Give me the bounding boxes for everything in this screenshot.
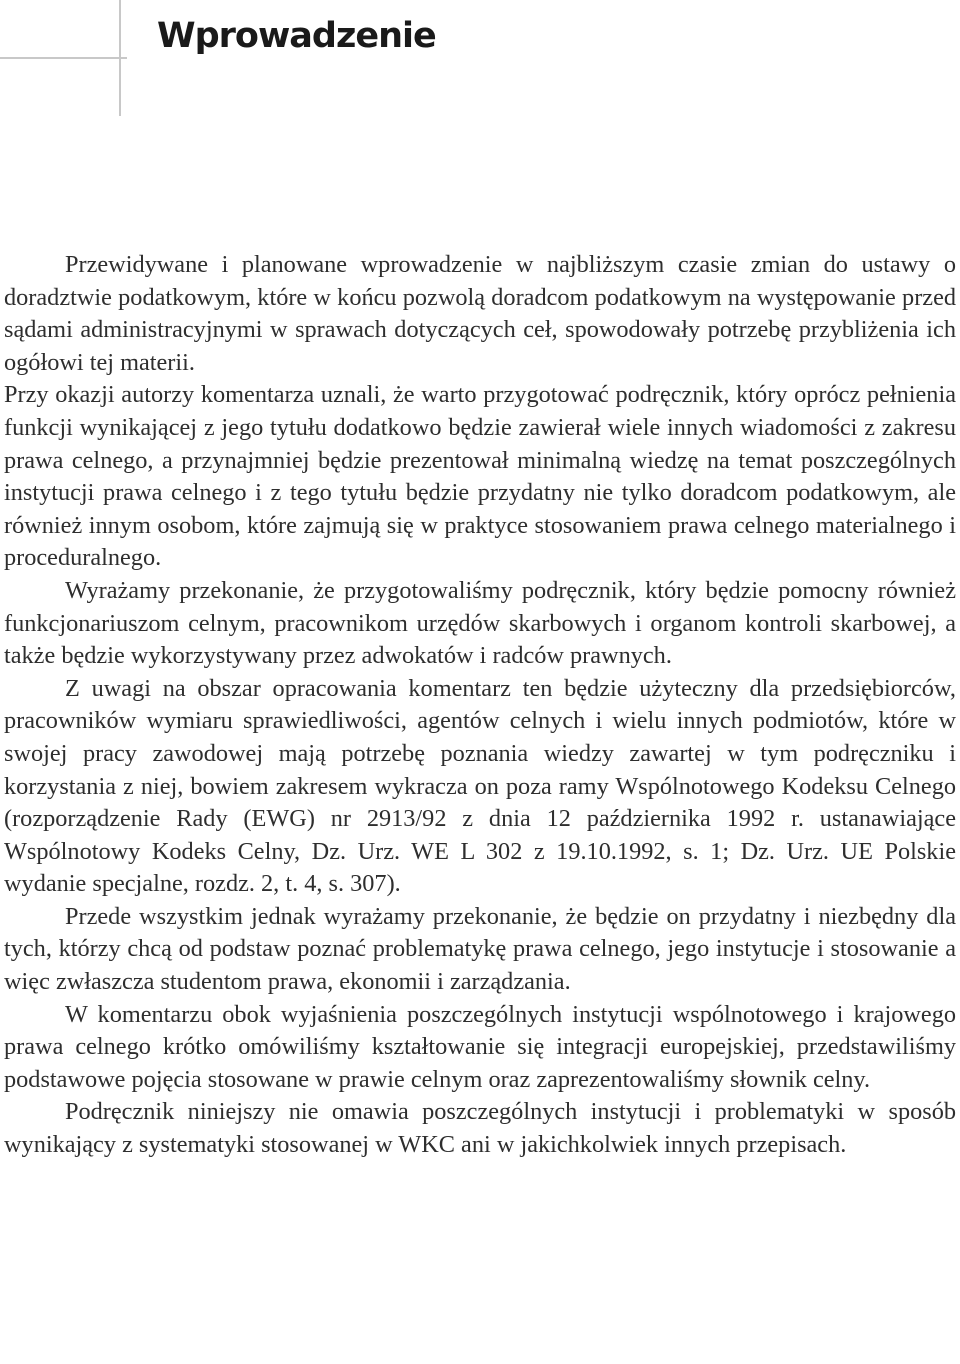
paragraph-4: Z uwagi na obszar opracowania komentarz ten będzie użyteczny dla przedsiębiorców, pracowników wymiaru sprawiedliwości, agentów celnych i wielu innych podmiotów, które w swojej pracy zawodowej mają potrzebę poznania wiedzy zawartej w tym podręczniku i korzystania z niej, bowiem zakresem wykracza on poza ramy Wspólnotowego Kodeksu Celnego (rozporządzenie Rady (EWG) nr 2913/92 z dnia 12 października 1992 r. ustanawiające Wspólnotowy Kodeks Celny, Dz. Urz. WE L 302 z 19.10.1992, s. 1; Dz. Urz. UE Polskie wydanie specjalne, rozdz. 2, t. 4, s. 307). [4, 674, 956, 898]
body-text [4, 249, 956, 1162]
paragraph-7: Podręcznik niniejszy nie omawia poszczególnych instytucji i problematyki w sposób wynikający z systematyki stosowanej w WKC ani w jakichkolwiek innych przepisach. [4, 1098, 956, 1159]
page-title: Wprowadzenie [157, 16, 436, 56]
paragraph-6: W komentarzu obok wyjaśnienia poszczególnych instytucji wspólnotowego i krajowego prawa celnego krótko omówiliśmy kształtowanie się integracji europejskiej, przedstawiliśmy podstawowe pojęcia stosowane w prawie celnym oraz zaprezentowaliśmy słownik celny. [4, 1000, 956, 1093]
crop-mark-horizontal [0, 57, 127, 59]
paragraph-1: Przewidywane i planowane wprowadzenie w najbliższym czasie zmian do ustawy o doradztwie podatkowym, które w końcu pozwolą doradcom podatkowym na występowanie przed sądami administracyjnymi w sprawach dotyczących ceł, spowodowały potrzebę przybliżenia ich ogółowi tej materii. [4, 251, 956, 376]
paragraph-3: Wyrażamy przekonanie, że przygotowaliśmy podręcznik, który będzie pomocny również funkcjonariuszom celnym, pracownikom urzędów skarbowych i organom kontroli skarbowej, a także będzie wykorzystywany przez adwokatów i radców prawnych. [4, 576, 956, 670]
paragraph-2: Przy okazji autorzy komentarza uznali, że warto przygotować podręcznik, który oprócz pełnienia funkcji wynikającej z jego tytułu dodatkowo będzie zawierał wiele innych wiadomości z zakresu prawa celnego, a przynajmniej będzie prezentował minimalną wiedzę na temat poszczególnych instytucji prawa celnego i z tego tytułu będzie przydatny nie tylko doradcom podatkowym, ale również innym osobom, które zajmują się w praktyce stosowaniem prawa celnego materialnego i proceduralnego. [4, 381, 956, 572]
paragraph-5: Przede wszystkim jednak wyrażamy przekonanie, że będzie on przydatny i niezbędny dla tych, którzy chcą od podstaw poznać problematykę prawa celnego, jego instytucje i stosowanie a więc zwłaszcza studentom prawa, ekonomii i zarządzania. [4, 902, 956, 996]
